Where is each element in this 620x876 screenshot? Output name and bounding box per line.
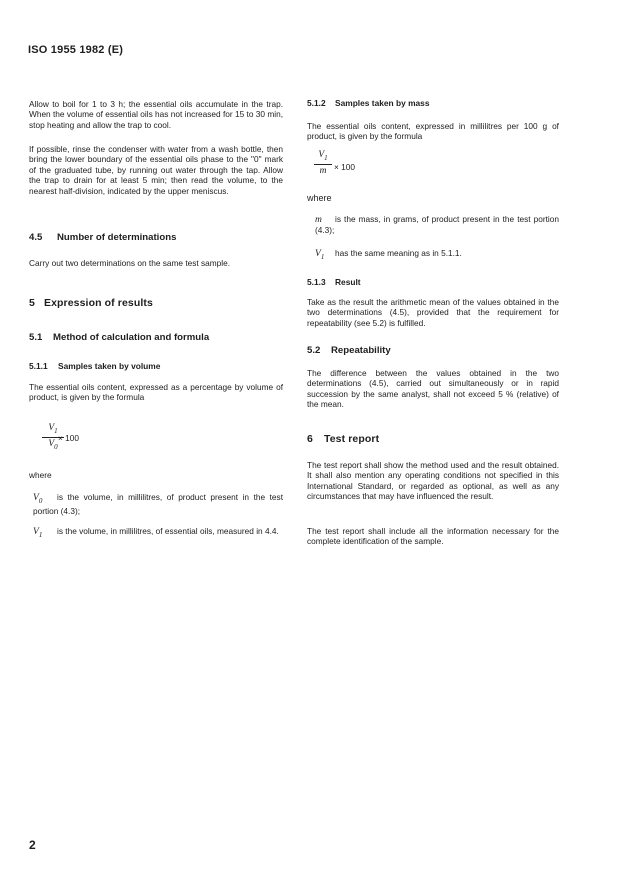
section-5-heading: 5 Expression of results [29,297,153,309]
where-label: where [307,193,332,203]
formula-numerator: $V_1$ [48,423,58,435]
section-6-paragraph-2: The test report shall include all the information necessary for the complete identification of the sample. [307,526,559,547]
section-5-1-3-text: Take as the result the arithmetic mean of the values obtained in the two determinations (4.5), provided that the requirement for repeatability (see 5.2) is fulfilled. [307,297,559,328]
paragraph-rinse: If possible, rinse the condenser with water from a wash bottle, then bring the lower boundary of the essential oils phase to the "0" mark of the graduated tube, by running out water through the tap. Allow the trap to drain for at least 5 min; then read the volume, to the nearest half-division, indicated by the upper meniscus. [29,144,283,196]
section-6-heading: 6 Test report [307,433,380,445]
paragraph-boil: Allow to boil for 1 to 3 h; the essential oils accumulate in the trap. When the volume of essential oils has not increased for 15 to 30 min, stop heating and allow the trap to cool. [29,99,283,130]
section-5-2-text: The difference between the values obtained in the two determinations (4.5), carried out simultaneously or in rapid succession by the same analyst, shall not exceed 5 % (relative) of the mean. [307,368,559,410]
section-4-5-text: Carry out two determinations on the same test sample. [29,258,231,268]
right-column [307,0,559,876]
section-5-1-2-heading: 5.1.2 Samples taken by mass [307,98,430,108]
where-label: where [29,470,52,480]
formula-denominator: $V_0$ [48,439,58,452]
symbol-m: m [315,215,322,225]
left-column [29,0,283,876]
document-header: ISO 1955 1982 (E) [28,44,124,56]
section-5-1-1-heading: 5.1.1 Samples taken by volume [29,361,161,371]
section-5-1-1-text: The essential oils content, expressed as a percentage by volume of product, is given by the formula [29,382,283,403]
symbol-v1: $V_1$ [33,527,43,539]
section-6-paragraph-1: The test report shall show the method used and the result obtained. It shall also mention any operating conditions not specified in this International Standard, or regarded as optional, as well as any circumstances that may have influenced the result. [307,460,559,502]
definition-v1-mass: $V_1$ has the same meaning as in 5.1.1. [315,248,462,261]
page-number: 2 [29,838,36,852]
definition-v1: $V_1$ is the volume, in millilitres, of essential oils, measured in 4.4. [33,526,279,539]
definition-m: m is the mass, in grams, of product present in the test portion (4.3); [315,214,559,236]
definition-v0: $V_0$ is the volume, in millilitres, of product present in the test portion (4.3); [33,492,283,517]
formula-multiplier: × 100 [334,162,355,172]
formula-numerator: $V_1$ [318,150,328,162]
formula-multiplier: × 100 [58,433,79,443]
section-4-5-heading: 4.5 Number of determinations [29,232,177,243]
symbol-v1: $V_1$ [315,249,325,261]
fraction-bar [314,164,332,165]
section-5-2-heading: 5.2 Repeatability [307,345,391,356]
section-5-1-heading: 5.1 Method of calculation and formula [29,332,210,343]
section-5-1-2-text: The essential oils content, expressed in millilitres per 100 g of product, is given by the formula [307,121,559,142]
symbol-v0: $V_0$ [33,493,43,505]
formula-fraction-mass [314,150,332,177]
formula-denominator: m [319,166,327,177]
section-5-1-3-heading: 5.1.3 Result [307,277,361,287]
